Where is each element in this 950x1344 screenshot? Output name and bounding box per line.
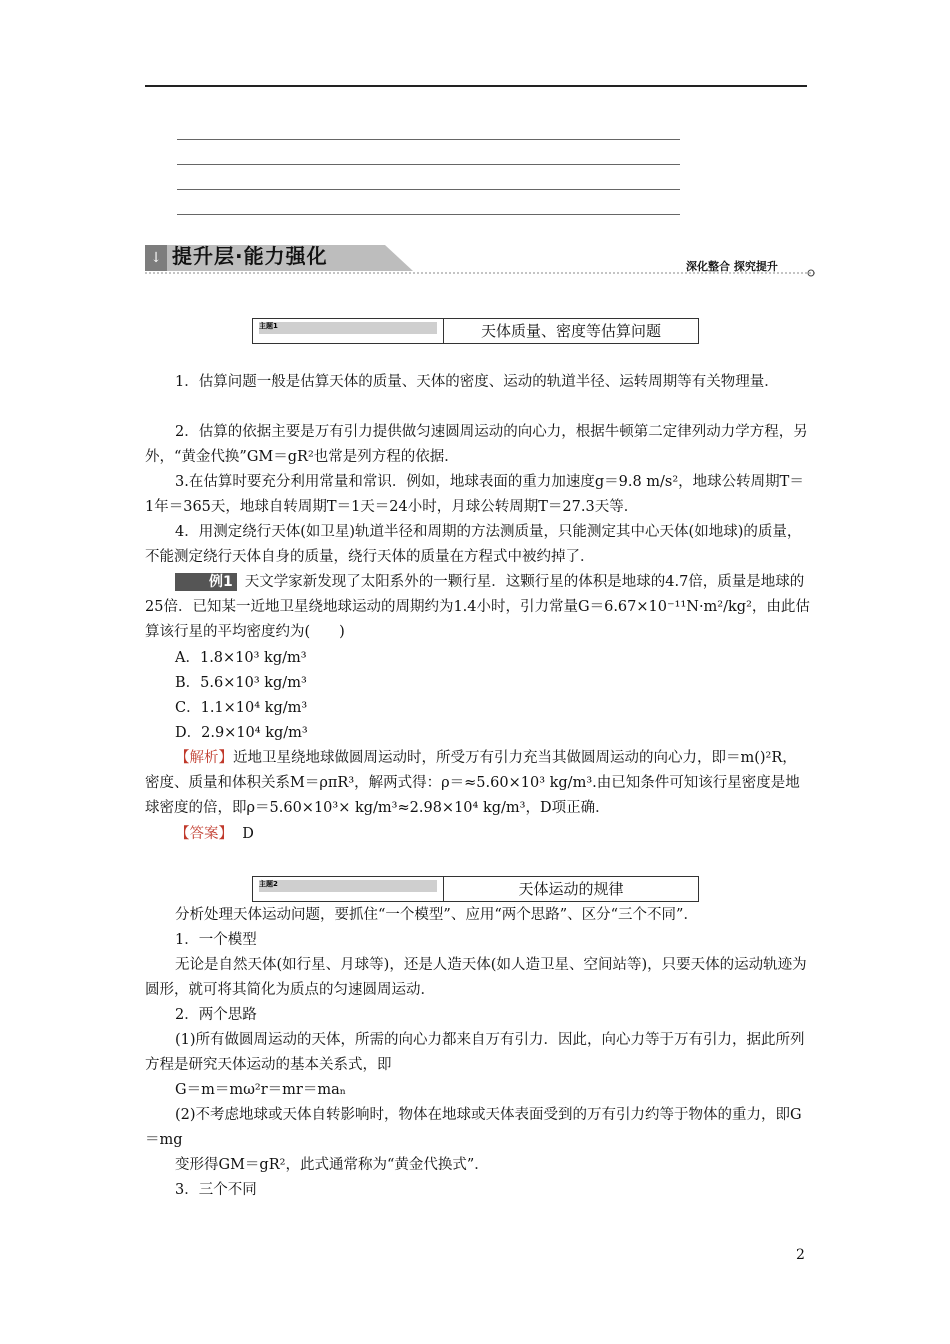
answer-label: 【答案】 (175, 826, 233, 842)
paragraph: (2)不考虑地球或天体自转影响时，物体在地球或天体表面受到的万有引力约等于物体的重力，即G＝mg (145, 1107, 802, 1148)
paragraph: (1)所有做圆周运动的天体，所需的向心力都来自万有引力．因此，向心力等于万有引力，据此所列方程是研究天体运动的基本关系式，即 (145, 1032, 805, 1073)
topic-tag: 主题2 (259, 880, 278, 888)
blank-line (177, 164, 680, 165)
blank-line (177, 139, 680, 140)
answer (175, 822, 254, 847)
paragraph: 2．估算的依据主要是万有引力提供做匀速圆周运动的向心力，根据牛顿第二定律列动力学方程，另外，“黄金代换”GM＝gR²也常是列方程的依据． (145, 424, 808, 465)
paragraph: 无论是自然天体(如行星、月球等)，还是人造天体(如人造卫星、空间站等)，只要天体的运动轨迹为圆形，就可将其简化为质点的匀速圆周运动． (145, 957, 807, 998)
topic-heading-2 (252, 876, 699, 902)
page-number: 2 (796, 1247, 805, 1263)
subheading: 3．三个不同 (175, 1182, 257, 1198)
answer-value: D (242, 826, 254, 842)
topic-title: 天体运动的规律 (518, 880, 624, 898)
example-question (145, 570, 811, 645)
topic-tag: 主题1 (259, 322, 278, 330)
analysis-label: 【解析】 (175, 750, 233, 766)
analysis-text: 近地卫星绕地球做圆周运动时，所受万有引力充当其做圆周运动的向心力，即＝m()²R，密度、质量和体积关系M＝ρπR³，解两式得：ρ＝≈5.60×10³ kg/m³.由已知条件可知该行星密度是地球密度的倍，即ρ＝5.60×10³× kg/m³≈2.98×10⁴ kg/m³，D项正确． (145, 750, 800, 816)
paragraph: 1．估算问题一般是估算天体的质量、天体的密度、运动的轨道半径、运转周期等有关物理量． (175, 374, 779, 390)
option: D．2.9×10⁴ kg/m³ (175, 725, 308, 741)
blank-line (177, 214, 680, 215)
blank-line (177, 189, 680, 190)
example-text: 天文学家新发现了太阳系外的一颗行星．这颗行星的体积是地球的4.7倍，质量是地球的25倍．已知某一近地卫星绕地球运动的周期约为1.4小时，引力常量G＝6.67×10⁻¹¹N·m²/kg²，由此估算该行星的平均密度约为( ) (145, 574, 810, 640)
option: B．5.6×10³ kg/m³ (175, 675, 307, 691)
analysis (145, 746, 811, 821)
section-title: 提升层·能力强化 (172, 244, 328, 268)
down-arrow-icon: ↓ (145, 245, 167, 271)
section-subtitle: 深化整合 探究提升 (686, 260, 778, 273)
option: C．1.1×10⁴ kg/m³ (175, 700, 308, 716)
subheading: 1．一个模型 (175, 932, 257, 948)
paragraph: 4．用测定绕行天体(如卫星)轨道半径和周期的方法测质量，只能测定其中心天体(如地球)的质量，不能测定绕行天体自身的质量，绕行天体的质量在方程式中被约掉了． (145, 524, 802, 565)
topic-heading-1 (252, 318, 699, 344)
paragraph: 分析处理天体运动问题，要抓住“一个模型”、应用“两个思路”、区分“三个不同”． (175, 907, 698, 923)
example-tag: 例1 (175, 573, 237, 591)
paragraph: 变形得GM＝gR²，此式通常称为“黄金代换式”． (175, 1157, 489, 1173)
subheading: 2．两个思路 (175, 1007, 257, 1023)
header-rule (145, 85, 807, 87)
option: A．1.8×10³ kg/m³ (175, 650, 307, 666)
topic-title: 天体质量、密度等估算问题 (480, 322, 661, 340)
formula: G＝m＝mω²r＝mr＝maₙ (175, 1082, 346, 1098)
paragraph: 3.在估算时要充分利用常量和常识．例如，地球表面的重力加速度g＝9.8 m/s²，地球公转周期T＝1年＝365天，地球自转周期T＝1天＝24小时，月球公转周期T＝27.3天等． (145, 474, 804, 515)
